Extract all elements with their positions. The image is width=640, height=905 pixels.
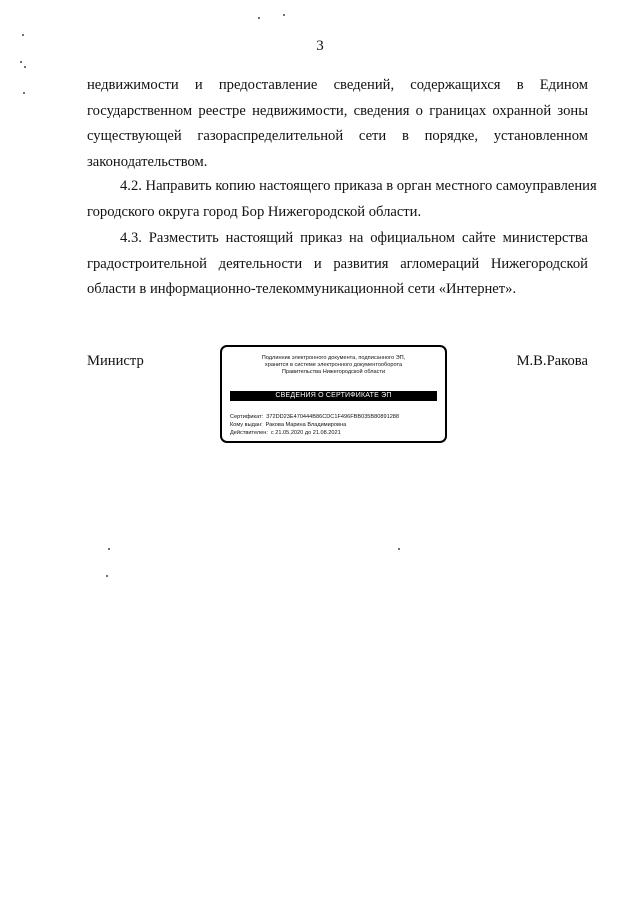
stamp-issued-to-value: Ракова Марина Владимировна (265, 422, 347, 428)
stamp-issued-to-row (230, 421, 439, 429)
paragraph-1-line-1: недвижимости и предоставление сведений, содержащихся в Едином (87, 77, 588, 93)
stamp-issued-to-label: Кому выдан: (230, 422, 263, 428)
stamp-valid-row (230, 429, 439, 437)
signature-name: М.В.Ракова (516, 353, 588, 369)
scan-speck (283, 14, 285, 16)
stamp-header-line-1: Подлинник электронного документа, подписанного ЭП, (261, 355, 406, 361)
stamp-info (230, 413, 439, 437)
stamp-header (222, 355, 445, 376)
paragraph-1-line-4: законодательством. (87, 153, 208, 170)
paragraph-1-line-2: государственном реестре недвижимости, сведения о границах охранной зоны (87, 102, 588, 119)
stamp-header-line-2: хранится в системе электронного документооборота (264, 362, 403, 368)
paragraph-1 (87, 73, 588, 175)
scan-speck (108, 548, 110, 550)
scan-speck (106, 575, 108, 577)
paragraph-2 (87, 174, 597, 225)
digital-signature-stamp (220, 345, 447, 443)
paragraph-2-line-1: 4.2. Направить копию настоящего приказа в орган местного самоуправления (120, 178, 597, 194)
scan-speck (22, 34, 24, 36)
stamp-certificate-label: Сертификат: (230, 414, 264, 420)
stamp-valid-value: с 21.05.2020 до 21.08.2021 (270, 430, 341, 436)
paragraph-3-line-3: области в информационно-телекоммуникационной сети «Интернет». (87, 281, 517, 298)
paragraph-2-line-2: городского округа город Бор Нижегородской области. (87, 203, 422, 220)
paragraph-3-line-2: градостроительной деятельности и развития агломераций Нижегородской (87, 255, 588, 272)
page-number: 3 (316, 38, 324, 54)
scan-speck (23, 92, 25, 94)
stamp-certificate-value: 372DD23E470444B86CDC1F496FBB035B80891288 (266, 414, 400, 420)
scan-speck (258, 17, 260, 19)
stamp-header-line-3: Правительства Нижегородской области (281, 369, 386, 375)
stamp-certificate-row (230, 413, 439, 421)
stamp-banner: СВЕДЕНИЯ О СЕРТИФИКАТЕ ЭП (230, 391, 437, 401)
paragraph-1-line-3: существующей газораспределительной сети в порядке, установленном (87, 128, 588, 145)
paragraph-3 (87, 226, 588, 303)
paragraph-3-line-1: 4.3. Разместить настоящий приказ на официальном сайте министерства (120, 230, 588, 246)
scan-speck (20, 61, 22, 63)
signature-position: Министр (87, 353, 144, 369)
stamp-valid-label: Действителен: (230, 430, 268, 436)
scan-speck (24, 66, 26, 68)
scan-speck (398, 548, 400, 550)
